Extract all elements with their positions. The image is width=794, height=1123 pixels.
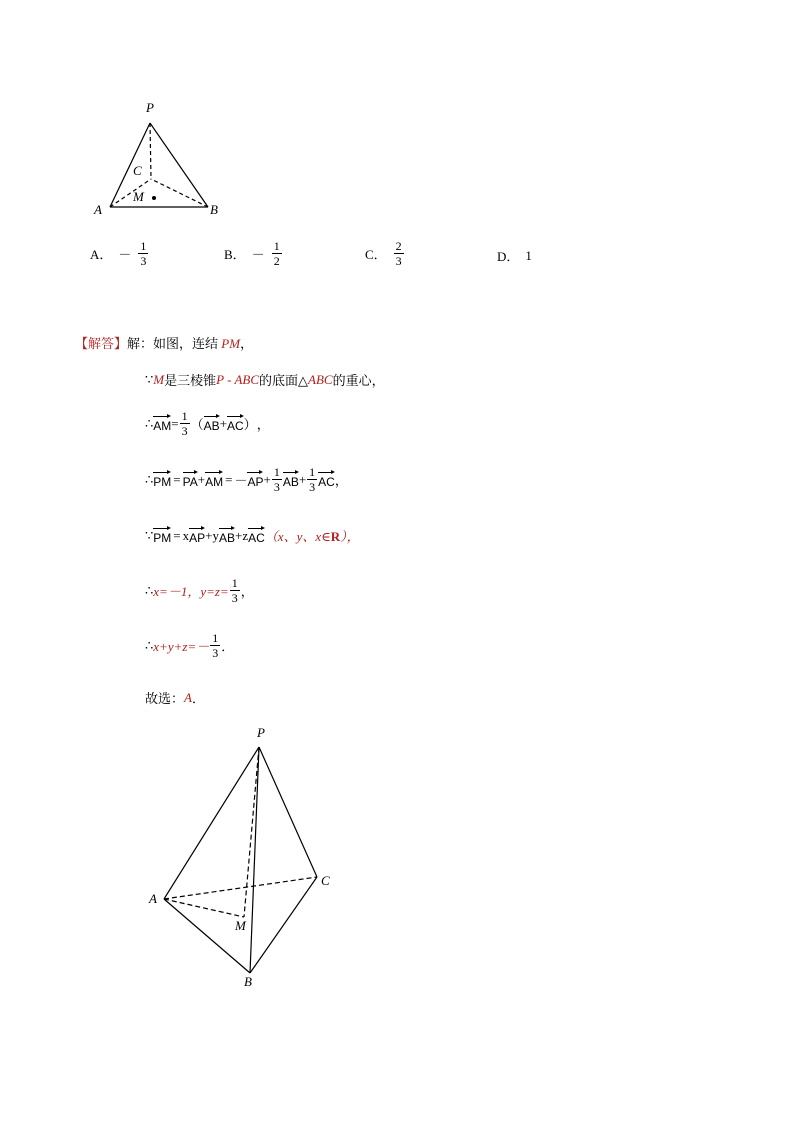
label-c: C: [133, 163, 142, 178]
solution-plus: +: [197, 471, 206, 487]
solution-line-1: [145, 370, 385, 389]
solution-therefore: ∴: [145, 415, 154, 431]
label-m: M: [235, 918, 246, 933]
solution-header: 【解答】: [75, 336, 128, 351]
solution-line-2: [145, 410, 270, 437]
solution-vec_AB: AB: [204, 414, 220, 433]
solution-vec_AP: AP: [247, 470, 263, 489]
solution-l6_end: ．: [221, 639, 235, 654]
options-0-den: 3: [140, 254, 147, 268]
options-2-key: C．: [365, 247, 387, 262]
label-c: C: [321, 873, 330, 888]
solution-therefore: ∴: [145, 637, 154, 653]
solution-intro: [75, 333, 253, 352]
options-1-sign: －: [251, 247, 265, 262]
solution-xyz_set_post: ），: [340, 529, 360, 544]
label-a: A: [94, 202, 102, 217]
solution-comma: ，: [334, 473, 348, 488]
solution-vec_PM: PM: [153, 526, 171, 545]
solution-vec_AC: AC: [227, 414, 244, 433]
solution-l1_end: 的重心，: [332, 373, 385, 388]
solution-line-6: [145, 632, 234, 659]
options-3-key: D．: [497, 249, 520, 264]
solution-line-3: [145, 466, 348, 493]
solution-z: z: [242, 527, 249, 543]
solution-l6: x+y+z=－: [153, 639, 210, 654]
solution-intro: 解：如图，连结: [127, 336, 222, 351]
solution-line-5: [145, 577, 254, 604]
solution-three: 3: [181, 424, 188, 438]
solution-comma: ，: [240, 584, 254, 599]
solution-eq: =: [173, 527, 181, 543]
solution-vec_AM: AM: [153, 414, 171, 433]
solution-x: x: [182, 527, 190, 543]
solution-intro_end: ，: [240, 336, 254, 351]
solution-xyz_set_R: R: [330, 529, 341, 544]
solution-one: 1: [231, 576, 238, 590]
solution-l1_mid: 是三棱锥: [164, 373, 217, 388]
label-b: B: [210, 202, 218, 217]
answer-line: [145, 688, 205, 707]
options-0-key: A．: [90, 247, 113, 262]
solution-eq: =: [171, 415, 179, 431]
solution-vec_AB: AB: [219, 526, 235, 545]
solution-three: 3: [212, 646, 219, 660]
solution-vec_AB: AB: [283, 470, 299, 489]
option-a[interactable]: [90, 240, 149, 267]
solution-vec_PA: PA: [183, 470, 198, 489]
solution-three: 3: [309, 480, 316, 494]
option-d[interactable]: [497, 246, 532, 265]
options-3-text: 1: [525, 247, 532, 263]
solution-l1_because: ∵: [145, 527, 154, 543]
solution-minus: －: [234, 473, 248, 488]
solution-plus: +: [219, 415, 227, 431]
solution-y: y: [212, 527, 219, 543]
solution-eq: =: [225, 471, 233, 487]
tetrahedron-figure-top: [85, 95, 245, 225]
solution-rparen: ）: [243, 417, 257, 432]
solution-l1_abc: ABC: [308, 371, 333, 387]
label-p: P: [257, 725, 265, 740]
solution-lparen: （: [190, 417, 204, 432]
solution-vec_AP: AP: [189, 526, 205, 545]
solution-comma: ，: [256, 417, 270, 432]
solution-vec_AC: AC: [318, 470, 335, 489]
options-2-den: 3: [395, 254, 402, 268]
solution-xyz_set_pre: （x、y、x∈: [264, 529, 331, 544]
label-b: B: [244, 974, 252, 989]
options-0-sign: －: [118, 247, 132, 262]
solution-l5: x=－1，y=z=: [153, 584, 229, 599]
solution-l1_because: ∵: [145, 371, 154, 387]
solution-vec_PM: PM: [153, 470, 171, 489]
solution-answer_label: 故选：: [145, 691, 185, 706]
solution-line-4: [145, 526, 360, 545]
solution-l1_mid2: 的底面△: [259, 373, 308, 388]
solution-plus: +: [235, 527, 243, 543]
options-0-num: 1: [140, 239, 147, 253]
solution-plus: +: [205, 527, 213, 543]
options-1-den: 2: [273, 254, 280, 268]
solution-one: 1: [181, 409, 188, 423]
option-c[interactable]: [365, 240, 405, 267]
solution-answer_end: ．: [191, 691, 205, 706]
solution-plus: +: [263, 471, 271, 487]
options-1-num: 1: [273, 239, 280, 253]
tetrahedron-figure-bottom: [140, 720, 360, 995]
solution-one: 1: [309, 465, 316, 479]
label-m: M: [133, 189, 144, 204]
solution-one: 1: [212, 631, 219, 645]
answer-value: A: [184, 689, 192, 705]
solution-three: 3: [231, 591, 238, 605]
option-b[interactable]: [224, 240, 283, 267]
label-p: P: [146, 100, 154, 115]
label-a: A: [149, 891, 157, 906]
solution-l1_pabc: P - ABC: [216, 371, 259, 387]
solution-therefore: ∴: [145, 582, 154, 598]
solution-vec_AM: AM: [205, 470, 223, 489]
options-1-key: B．: [224, 247, 246, 262]
solution-plus: +: [298, 471, 307, 487]
solution-three: 3: [273, 480, 280, 494]
solution-therefore: ∴: [145, 471, 154, 487]
solution-eq: =: [173, 471, 181, 487]
solution-vec_AC: AC: [248, 526, 265, 545]
solution-one: 1: [273, 465, 280, 479]
solution-intro_pm: PM: [221, 336, 241, 351]
solution-l1_M: M: [153, 371, 165, 387]
options-2-num: 2: [395, 239, 402, 253]
